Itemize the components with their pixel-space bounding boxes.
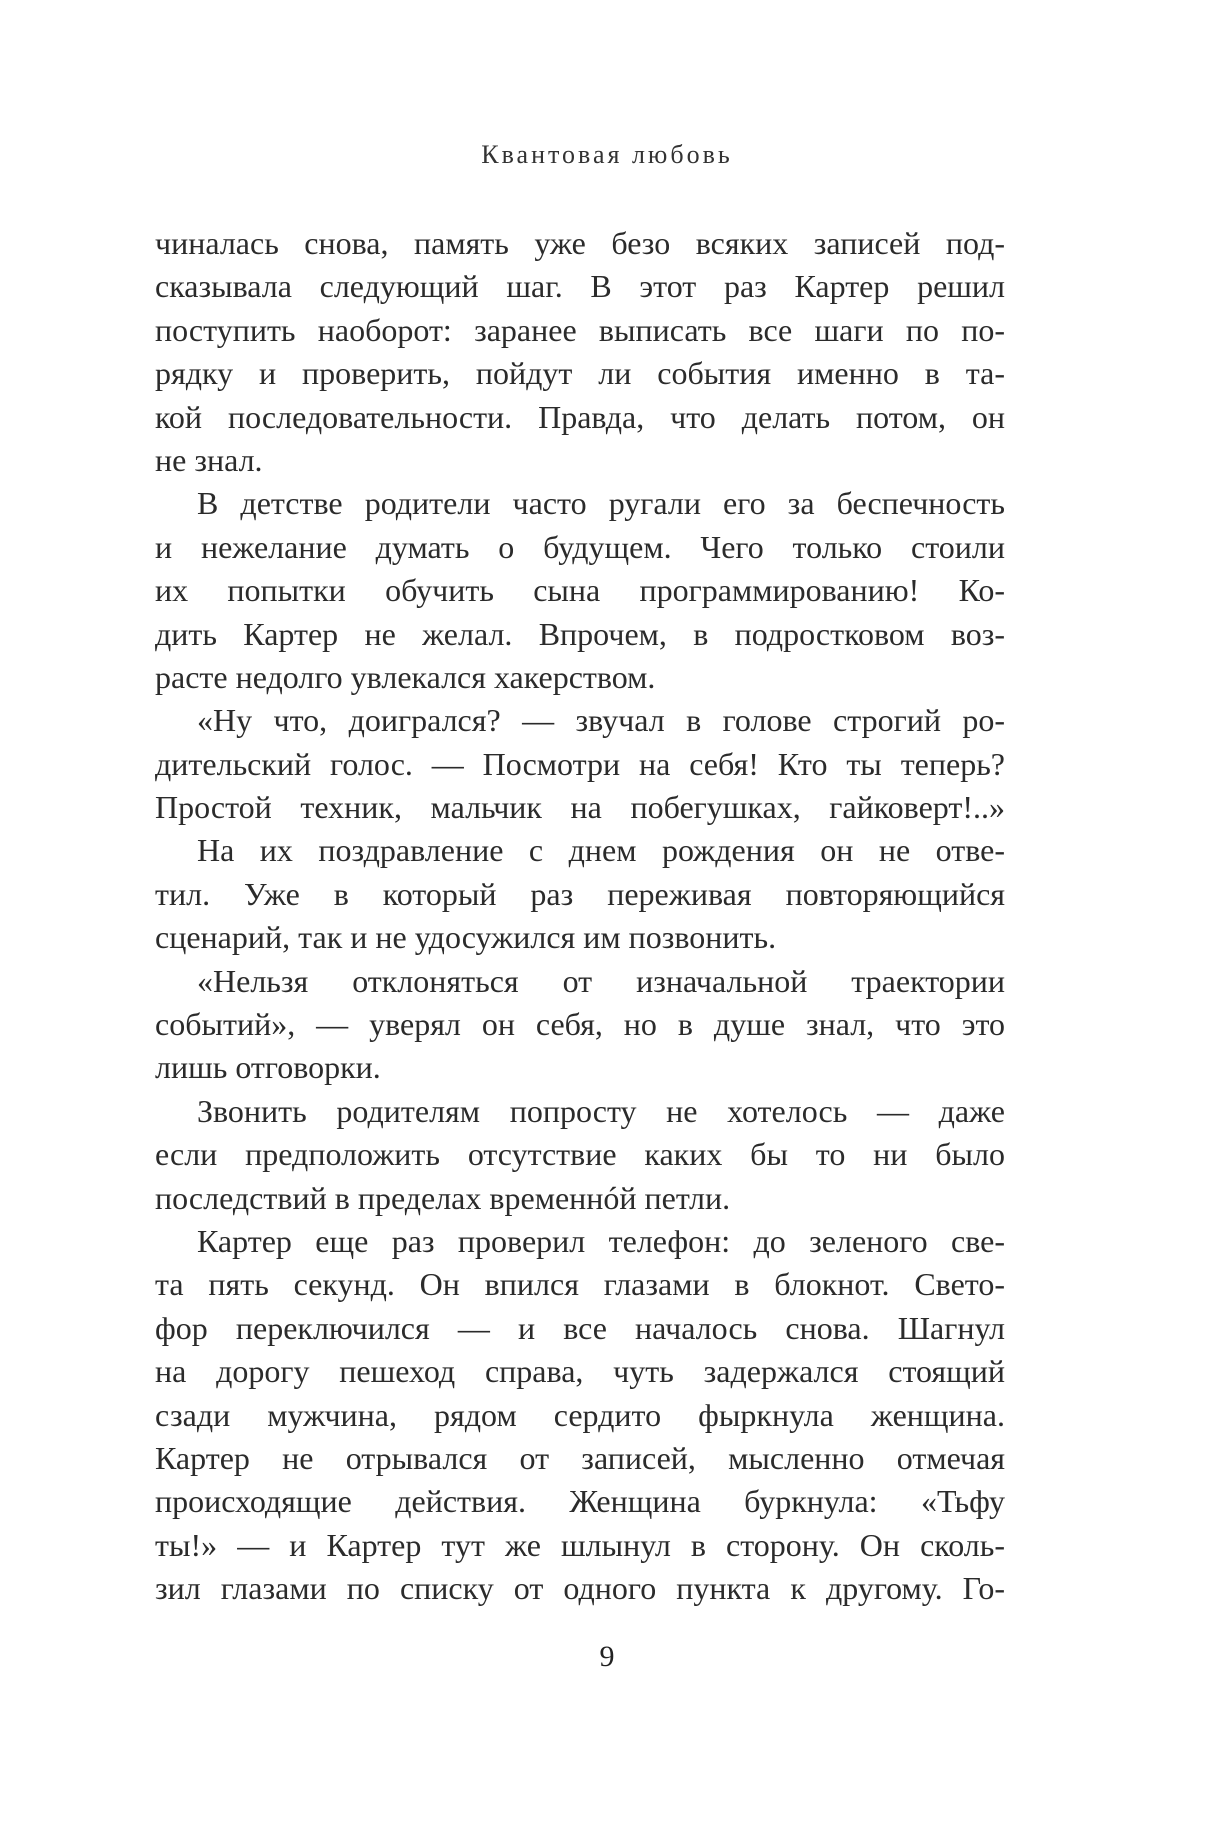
text-line: сказывала следующий шаг. В этот раз Картер решил	[155, 268, 1005, 305]
text-line: «Ну что, доигрался? — звучал в голове строгий ро-	[197, 702, 1005, 739]
text-line: происходящие действия. Женщина буркнула: «Тьфу	[155, 1483, 1005, 1520]
text-line: дить Картер не желал. Впрочем, в подростковом воз-	[155, 615, 1005, 652]
text-line: кой последовательности. Правда, что делать потом, он	[155, 398, 1005, 435]
text-line: не знал.	[155, 441, 263, 478]
text-line: Простой техник, мальчик на побегушках, гайковерт!..»	[155, 789, 1005, 826]
text-line: зил глазами по списку от одного пункта к другому. Го-	[155, 1570, 1005, 1607]
text-line: На их поздравление с днем рождения он не отве-	[197, 832, 1005, 869]
text-line: и нежелание думать о будущем. Чего только стоили	[155, 528, 1005, 565]
text-line: на дорогу пешеход справа, чуть задержался стоящий	[155, 1353, 1005, 1390]
text-line: ты!» — и Картер тут же шлынул в сторону. Он сколь-	[155, 1526, 1005, 1563]
text-line: Картер не отрывался от записей, мысленно отмечая	[155, 1439, 1005, 1476]
text-line: сзади мужчина, рядом сердито фыркнула женщина.	[155, 1396, 1005, 1433]
text-line: расте недолго увлекался хакерством.	[155, 658, 656, 695]
text-line: рядку и проверить, пойдут ли события именно в та-	[155, 355, 1005, 392]
text-line: Картер еще раз проверил телефон: до зеленого све-	[197, 1222, 1005, 1259]
text-line: событий», — уверял он себя, но в душе знал, что это	[155, 1006, 1005, 1043]
text-line: сценарий, так и не удосужился им позвонить.	[155, 919, 777, 956]
text-line: поступить наоборот: заранее выписать все шаги по по-	[155, 311, 1005, 348]
text-line: Звонить родителям попросту не хотелось — даже	[197, 1092, 1005, 1129]
text-line: «Нельзя отклоняться от изначальной траектории	[197, 962, 1005, 999]
page-number: 9	[599, 1640, 615, 1673]
running-head: Квантовая любовь	[481, 140, 733, 169]
text-line: дительский голос. — Посмотри на себя! Кто ты теперь?	[155, 745, 1005, 782]
body-text	[155, 222, 1005, 1611]
text-line: фор переключился — и все началось снова. Шагнул	[155, 1309, 1005, 1346]
text-line: чиналась снова, память уже безо всяких записей под-	[155, 225, 1005, 261]
text-line: если предположить отсутствие каких бы то ни было	[155, 1136, 1005, 1173]
text-line: лишь отговорки.	[155, 1049, 381, 1086]
text-line: та пять секунд. Он впился глазами в блокнот. Свето-	[155, 1266, 1005, 1303]
text-line: последствий в пределах временнóй петли.	[155, 1179, 731, 1216]
text-line: тил. Уже в который раз переживая повторяющийся	[155, 875, 1005, 912]
text-line: В детстве родители часто ругали его за беспечность	[197, 485, 1005, 522]
text-line: их попытки обучить сына программированию! Ко-	[155, 572, 1005, 609]
